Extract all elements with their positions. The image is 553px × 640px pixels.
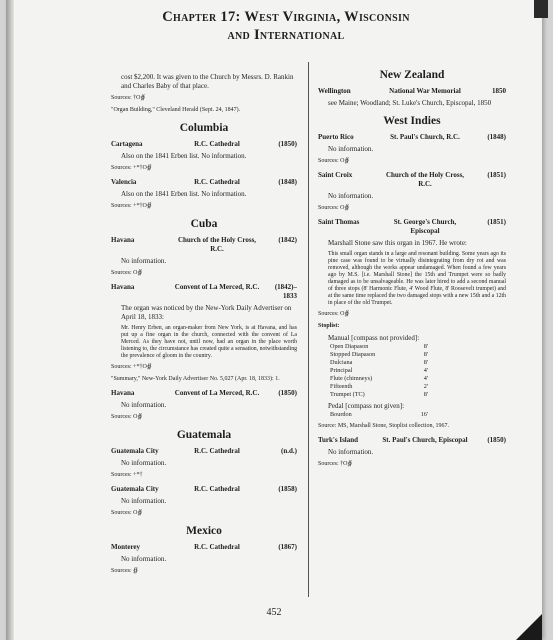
stoplist-label: Stoplist:	[318, 323, 340, 329]
entry-saint-croix	[318, 171, 506, 189]
pedal-label: Pedal [compass not given]:	[328, 402, 405, 410]
stop-name: Flute (chimneys)	[330, 375, 373, 382]
entry-place: Wellington	[318, 87, 351, 95]
stop-footage: 2'	[423, 383, 428, 390]
entry-place: Saint Thomas	[318, 218, 360, 226]
stop-row	[330, 351, 428, 359]
entry-date: (1858)	[278, 485, 297, 493]
entry-sources: Sources: O∯	[111, 270, 143, 276]
stop-footage: 8'	[423, 343, 428, 350]
stop-name: Bourdon	[330, 411, 352, 418]
right-column	[318, 62, 506, 469]
stop-name: Fifteenth	[330, 383, 353, 390]
entry-note: Also on the 1841 Erben list. No information.	[121, 190, 247, 198]
entry-place: Guatemala City	[111, 447, 159, 455]
entry-note: The organ was noticed by the New-York Daily Advertiser on April 18, 1833:	[121, 304, 292, 321]
entry-guatemala-nd	[111, 447, 297, 456]
entry-building: R.C. Cathedral	[194, 447, 240, 455]
stop-name: Trumpet (TC)	[330, 391, 365, 398]
stop-name: Principal	[330, 367, 353, 374]
entry-note: No information.	[121, 459, 167, 467]
entry-building: National War Memorial	[389, 87, 461, 95]
stop-footage: 8'	[423, 391, 428, 398]
entry-note: No information.	[328, 145, 374, 153]
country-heading-west-indies: West Indies	[383, 115, 441, 127]
country-heading-guatemala: Guatemala	[176, 429, 232, 441]
entry-sources: Sources: †O∯	[318, 461, 353, 467]
entry-sources: Sources: ∯	[111, 568, 138, 574]
chapter-title-line-2: and International	[227, 27, 345, 43]
entry-date: (1842)–1833	[274, 283, 297, 300]
entry-place: Guatemala City	[111, 485, 159, 493]
entry-date: (1850)	[278, 389, 297, 397]
stop-footage: 8'	[423, 351, 428, 358]
country-heading-cuba: Cuba	[190, 218, 218, 230]
entry-note: No information.	[328, 192, 374, 200]
entry-date: (1848)	[487, 133, 506, 141]
stoplist-source: Source: MS, Marshall Stone, Stoplist collection, 1967.	[318, 423, 449, 429]
entry-turks-island	[318, 436, 506, 445]
entry-note: see Maine; Woodland; St. Luke's Church, Episcopal, 1850	[328, 99, 492, 107]
entry-wellington	[318, 87, 506, 96]
entry-building: St. George's Church, Episcopal	[393, 218, 457, 235]
entry-sources: Sources: O∯	[318, 158, 350, 164]
chapter-title-line-1: Chapter 17: West Virginia, Wisconsin	[162, 9, 410, 25]
entry-note: Also on the 1841 Erben list. No information.	[121, 152, 247, 160]
manual-label: Manual [compass not provided]:	[328, 334, 420, 342]
country-heading-columbia: Columbia	[179, 122, 229, 134]
stoplist	[330, 343, 506, 399]
stop-footage: 8'	[423, 359, 428, 366]
entry-place: Monterey	[111, 543, 141, 551]
stop-footage: 4'	[423, 367, 428, 374]
entry-date: (1851)	[487, 171, 506, 179]
intro-citation: "Organ Building," Cleveland Herald (Sept. 24, 1847).	[111, 107, 241, 113]
country-heading-new-zealand: New Zealand	[379, 69, 445, 81]
stop-row	[330, 359, 428, 367]
stop-row	[330, 411, 428, 419]
page-corner-top	[534, 0, 548, 18]
entry-place: Saint Croix	[318, 171, 353, 179]
entry-building: St. Paul's Church, Episcopal	[382, 436, 468, 444]
entry-note: No information.	[121, 497, 167, 505]
entry-date: 1850	[492, 87, 506, 95]
entry-date: (1851)	[487, 218, 506, 226]
entry-date: (1842)	[278, 236, 297, 244]
entry-sources: Sources: +*†	[111, 472, 143, 478]
entry-building: St. Paul's Church, R.C.	[390, 133, 460, 141]
entry-cartagena	[111, 140, 297, 149]
page-spine-shadow	[6, 0, 14, 640]
entry-quote: This small organ stands in a large and resonant building. Some years ago its pine case was found to be virtually disintegrating from dry rot and was removed, although the works appear undamaged. When found a few years ago by M.S. [i.e. Marshall Stone] the 15th and Trumpet were so badly damaged as to be unsalvageable. He was later hired to add a second manual of three stops (8' Harmonic Flute, 4' Wood Flute, 8' Roosevelt trumpet) and at the same time replaced the two damaged stops with a new 15th and a 12th in place of the old Trumpet.	[328, 251, 506, 306]
entry-building: Church of the Holy Cross, R.C.	[177, 236, 257, 253]
entry-note: No information.	[328, 448, 374, 456]
entry-note: No information.	[121, 401, 167, 409]
entry-date: (1848)	[278, 178, 297, 186]
entry-note: Marshall Stone saw this organ in 1967. He wrote:	[328, 239, 467, 247]
entry-monterey	[111, 543, 297, 552]
entry-date: (n.d.)	[281, 447, 297, 455]
intro-text: cost $2,200. It was given to the Church by Messrs. D. Rankin and Charles Baby of that place.	[121, 73, 294, 90]
entry-building: R.C. Cathedral	[194, 485, 240, 493]
entry-building: Convent of La Merced, R.C.	[174, 283, 260, 291]
entry-puerto-rico	[318, 133, 506, 142]
entry-place: Valencia	[111, 178, 137, 186]
entry-date: (1850)	[278, 140, 297, 148]
page-number: 452	[266, 607, 282, 618]
entry-citation: "Summary," New-York Daily Advertiser No. 5,027 (Apr. 18, 1833): 1.	[111, 376, 280, 382]
entry-building: R.C. Cathedral	[194, 178, 240, 186]
stop-row	[330, 343, 428, 351]
entry-sources: Sources: O∯	[111, 510, 143, 516]
entry-place: Cartagena	[111, 140, 143, 148]
country-heading-mexico: Mexico	[186, 525, 222, 537]
stop-name: Open Diapason	[330, 343, 369, 350]
entry-saint-thomas	[318, 218, 506, 236]
entry-guatemala-1858	[111, 485, 297, 494]
entry-sources: Sources: +*†O∯	[111, 165, 152, 171]
stop-row	[330, 391, 428, 399]
entry-note: No information.	[121, 555, 167, 563]
entry-date: (1867)	[278, 543, 297, 551]
entry-havana-la-merced-1850	[111, 389, 297, 398]
entry-havana-la-merced-1833	[111, 283, 297, 301]
entry-valencia	[111, 178, 297, 187]
entry-note: No information.	[121, 257, 167, 265]
entry-place: Turk's Island	[318, 436, 359, 444]
stop-footage: 16'	[420, 411, 428, 418]
entry-sources: Sources: O∯	[318, 205, 350, 211]
stop-row	[330, 383, 428, 391]
entry-sources: Sources: O∯	[111, 414, 143, 420]
entry-building: R.C. Cathedral	[194, 140, 240, 148]
entry-place: Havana	[111, 389, 135, 397]
book-page	[6, 0, 542, 640]
entry-havana-holy-cross	[111, 236, 297, 254]
pedal-stoplist	[330, 411, 506, 419]
entry-sources: Sources: +*†O∯	[111, 364, 152, 370]
stop-row	[330, 375, 428, 383]
entry-sources: Sources: O∯	[318, 311, 350, 317]
stop-footage: 4'	[423, 375, 428, 382]
stop-row	[330, 367, 428, 375]
column-divider	[308, 62, 309, 597]
entry-sources: Sources: +*†O∯	[111, 203, 152, 209]
entry-place: Havana	[111, 283, 135, 291]
entry-place: Havana	[111, 236, 135, 244]
entry-place: Puerto Rico	[318, 133, 354, 141]
stop-name: Dulciana	[330, 359, 353, 366]
chapter-title	[156, 8, 416, 44]
stop-name: Stopped Diapason	[330, 351, 376, 358]
entry-building: R.C. Cathedral	[194, 543, 240, 551]
entry-building: Convent of La Merced, R.C.	[174, 389, 260, 397]
entry-date: (1850)	[487, 436, 506, 444]
left-column	[111, 70, 297, 576]
intro-sources: Sources: †O∯	[111, 95, 146, 101]
entry-building: Church of the Holy Cross, R.C.	[385, 171, 465, 188]
entry-quote: Mr. Henry Erben, an organ-maker from New York, is at Havana, and has put up a fine organ in the church, connected with the convent of La Merced. As they have not, until now, had an organ in the place worth listening to, the circumstance has created quite a sensation, notwithstanding the prevalence of gloom in the country.	[121, 325, 297, 359]
